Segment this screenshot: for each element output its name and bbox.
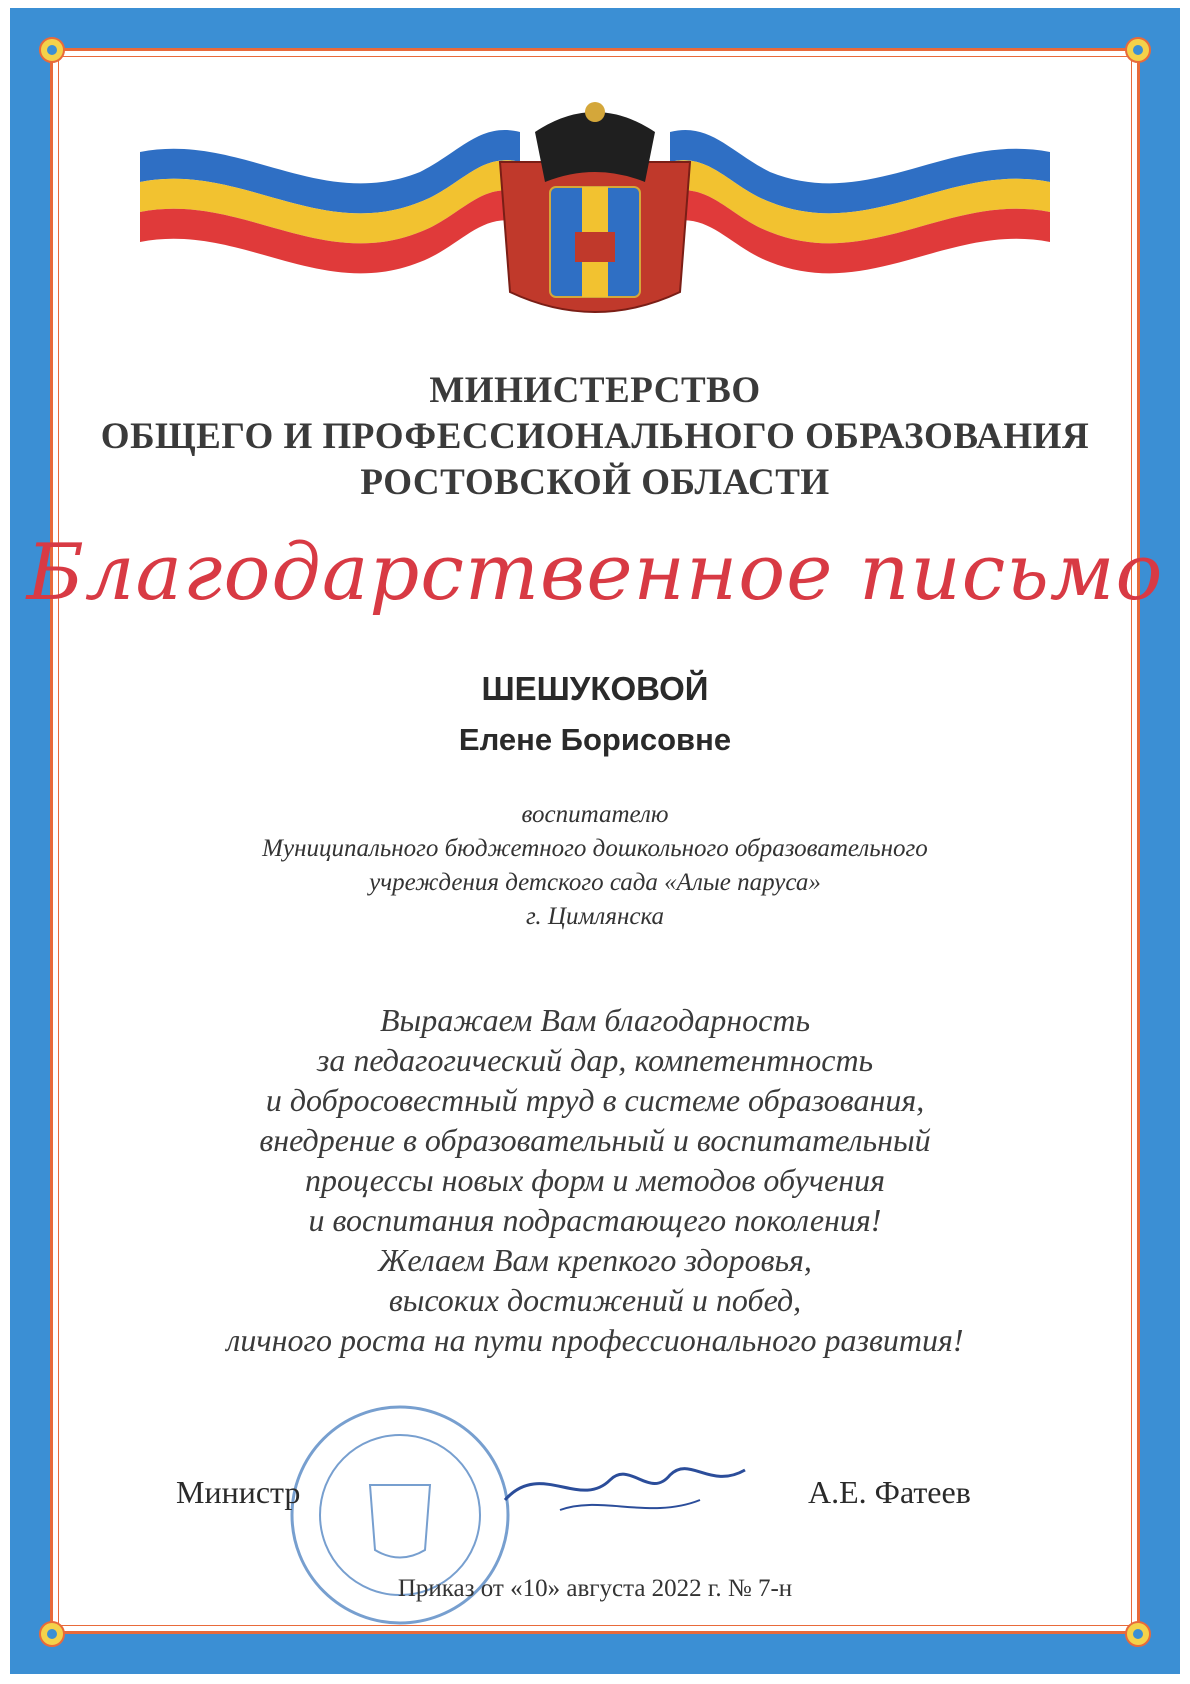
ministry-line: МИНИСТЕРСТВО xyxy=(429,370,761,411)
ministry-heading xyxy=(0,368,1190,506)
message-line: внедрение в образовательный и воспитательный xyxy=(259,1122,931,1158)
message-line: Выражаем Вам благодарность xyxy=(380,1002,810,1038)
header-emblem xyxy=(120,92,1070,332)
message-line: и воспитания подрастающего поколения! xyxy=(308,1202,882,1238)
position-line: Муниципального бюджетного дошкольного образовательного xyxy=(262,835,928,862)
message-line: и добросовестный труд в системе образования, xyxy=(265,1082,925,1118)
ministry-line: ОБЩЕГО И ПРОФЕССИОНАЛЬНОГО ОБРАЗОВАНИЯ xyxy=(100,416,1090,457)
recipient-given-names: Елене Борисовне xyxy=(458,722,732,757)
position-line: г. Цимлянска xyxy=(525,903,665,930)
message-line: личного роста на пути профессионального развития! xyxy=(226,1322,964,1358)
corner-ornament-icon xyxy=(32,30,72,70)
ministry-line: РОСТОВСКОЙ ОБЛАСТИ xyxy=(360,462,830,503)
corner-ornament-icon xyxy=(32,1614,72,1654)
corner-ornament-icon xyxy=(1118,30,1158,70)
handwritten-signature-icon xyxy=(500,1440,750,1530)
rostov-oblast-coat-of-arms-icon xyxy=(500,102,690,312)
gratitude-message xyxy=(0,1000,1190,1360)
message-line: высоких достижений и побед, xyxy=(388,1282,802,1318)
recipient-position xyxy=(0,798,1190,934)
corner-ornament-icon xyxy=(1118,1614,1158,1654)
position-line: учреждения детского сада «Алые паруса» xyxy=(369,869,821,896)
signatory-role: Министр xyxy=(176,1474,301,1510)
message-line: процессы новых форм и методов обучения xyxy=(304,1162,886,1198)
document-title: Благодарственное письмо xyxy=(26,528,1164,618)
recipient-surname: ШЕШУКОВОЙ xyxy=(481,670,709,707)
order-reference: Приказ от «10» августа 2022 г. № 7-н xyxy=(397,1575,793,1602)
position-line: воспитателю xyxy=(521,801,669,828)
message-line: Желаем Вам крепкого здоровья, xyxy=(378,1242,812,1278)
signatory-name: А.Е. Фатеев xyxy=(808,1474,971,1510)
message-line: за педагогический дар, компетентность xyxy=(316,1042,874,1078)
